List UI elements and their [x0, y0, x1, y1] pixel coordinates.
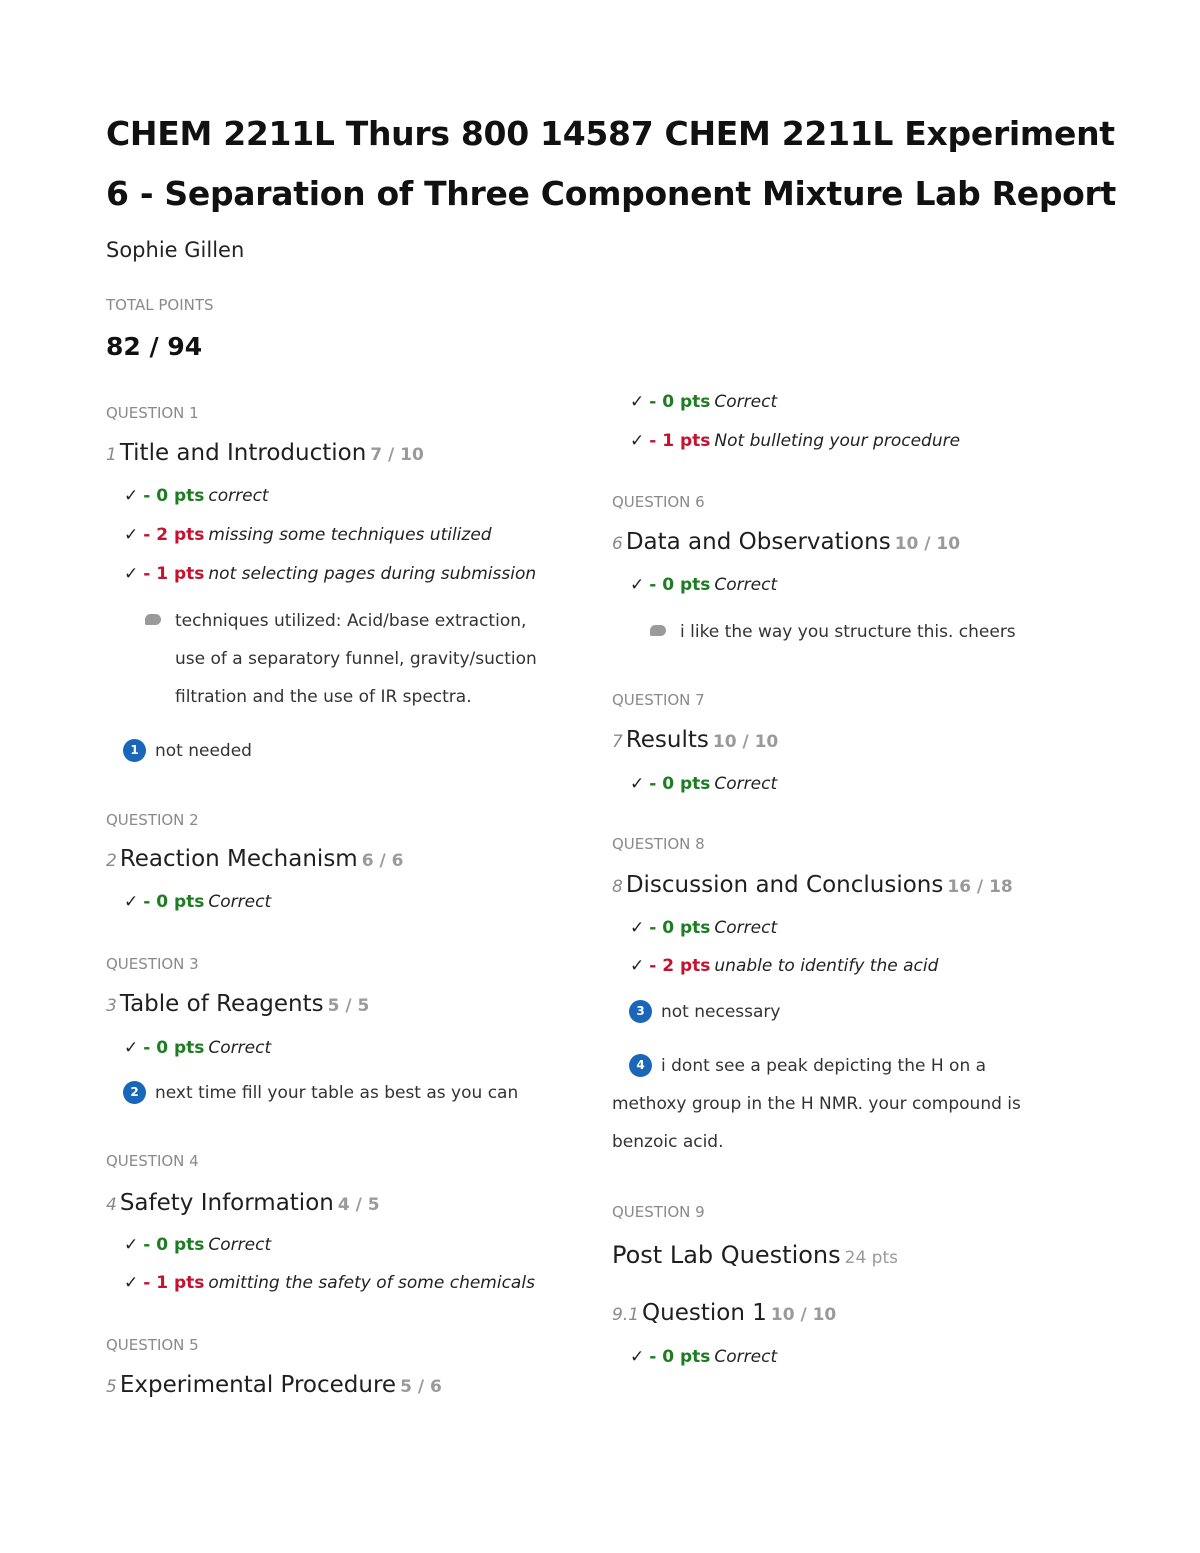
question-9-label: QUESTION 9: [612, 1203, 705, 1221]
annotation-badge-icon[interactable]: 4: [629, 1054, 652, 1077]
grader-comment: [175, 602, 537, 716]
question-4-label: QUESTION 4: [106, 1152, 199, 1170]
rubric-description: unable to identify the acid: [714, 956, 939, 976]
question-number: 2: [106, 851, 117, 871]
annotation-badge-icon[interactable]: 2: [123, 1081, 146, 1104]
rubric-item: [630, 956, 938, 976]
question-score: 10 / 10: [770, 1305, 837, 1325]
comment-bubble-icon: [650, 625, 666, 636]
check-icon: ✓: [630, 392, 645, 412]
question-2-title: [106, 846, 403, 872]
annotation-4: [612, 1047, 1102, 1161]
question-number: 3: [106, 996, 117, 1016]
annotation-text: i dont see a peak depicting the H on a: [661, 1056, 987, 1076]
question-score: 16 / 18: [947, 877, 1013, 897]
rubric-description: Correct: [714, 392, 778, 412]
question-number: 4: [106, 1195, 117, 1215]
rubric-item: [630, 575, 777, 595]
question-title-text: Discussion and Conclusions: [625, 872, 944, 898]
question-score: 6 / 6: [361, 851, 404, 871]
annotation-text: benzoic acid.: [612, 1132, 724, 1152]
check-icon: ✓: [630, 956, 645, 976]
question-title-text: Experimental Procedure: [119, 1372, 397, 1398]
rubric-points: - 1 pts: [143, 564, 205, 584]
rubric-item: [630, 918, 777, 938]
rubric-points: - 0 pts: [649, 1347, 711, 1367]
check-icon: ✓: [124, 486, 139, 506]
question-2-label: QUESTION 2: [106, 811, 199, 829]
rubric-description: Not bulleting your procedure: [714, 431, 961, 451]
question-5-label: QUESTION 5: [106, 1336, 199, 1354]
rubric-item: [124, 1235, 271, 1255]
annotation-1: [123, 732, 252, 770]
grader-comment: [680, 613, 1016, 651]
rubric-points: - 0 pts: [649, 918, 711, 938]
question-1-title: [106, 440, 424, 466]
question-9-title: [612, 1241, 898, 1269]
question-title-text: Reaction Mechanism: [119, 846, 358, 872]
question-7-title: [612, 727, 778, 753]
rubric-item: [124, 486, 269, 506]
question-3-label: QUESTION 3: [106, 955, 199, 973]
rubric-points: - 0 pts: [649, 774, 711, 794]
rubric-item: [124, 1273, 535, 1293]
question-title-text: Safety Information: [119, 1190, 334, 1216]
question-1-label: QUESTION 1: [106, 404, 199, 422]
comment-line: i like the way you structure this. cheers: [680, 622, 1016, 642]
rubric-description: Correct: [208, 1038, 272, 1058]
question-number: 8: [612, 877, 623, 897]
check-icon: ✓: [630, 431, 645, 451]
annotation-text: next time fill your table as best as you can: [155, 1083, 519, 1103]
rubric-description: Correct: [714, 918, 778, 938]
rubric-points: - 2 pts: [649, 956, 711, 976]
question-6-label: QUESTION 6: [612, 493, 705, 511]
rubric-item: [124, 1038, 271, 1058]
check-icon: ✓: [124, 525, 139, 545]
check-icon: ✓: [630, 1347, 645, 1367]
rubric-points: - 2 pts: [143, 525, 205, 545]
question-score: 4 / 5: [337, 1195, 380, 1215]
question-7-label: QUESTION 7: [612, 691, 705, 709]
question-6-title: [612, 529, 960, 555]
rubric-description: missing some techniques utilized: [208, 525, 492, 545]
question-4-title: [106, 1190, 380, 1216]
question-score: 5 / 5: [327, 996, 370, 1016]
annotation-3: [629, 993, 780, 1031]
rubric-item: [630, 1347, 777, 1367]
rubric-description: Correct: [208, 892, 272, 912]
rubric-item: [630, 392, 777, 412]
question-title-text: Title and Introduction: [119, 440, 367, 466]
rubric-points: - 1 pts: [143, 1273, 205, 1293]
rubric-description: correct: [208, 486, 269, 506]
annotation-badge-icon[interactable]: 3: [629, 1000, 652, 1023]
check-icon: ✓: [630, 575, 645, 595]
question-8-title: [612, 872, 1013, 898]
check-icon: ✓: [124, 1038, 139, 1058]
comment-line: filtration and the use of IR spectra.: [175, 687, 472, 707]
rubric-points: - 0 pts: [143, 486, 205, 506]
rubric-description: omitting the safety of some chemicals: [208, 1273, 535, 1293]
rubric-item: [124, 564, 536, 584]
annotation-text: methoxy group in the H NMR. your compound is: [612, 1094, 1021, 1114]
annotation-text: not needed: [155, 741, 252, 761]
check-icon: ✓: [124, 1235, 139, 1255]
question-8-label: QUESTION 8: [612, 835, 705, 853]
student-name: Sophie Gillen: [106, 238, 245, 262]
question-title-text: Post Lab Questions: [612, 1241, 841, 1269]
check-icon: ✓: [124, 892, 139, 912]
question-number: 9.1: [612, 1305, 640, 1325]
question-title-text: Results: [625, 727, 709, 753]
question-9-1-title: [612, 1300, 836, 1326]
rubric-points: - 0 pts: [143, 892, 205, 912]
total-points-value: 82 / 94: [106, 332, 203, 361]
rubric-item: [124, 525, 492, 545]
rubric-item: [124, 892, 271, 912]
question-score: 7 / 10: [370, 445, 424, 465]
rubric-description: Correct: [714, 575, 778, 595]
rubric-points: - 0 pts: [143, 1235, 205, 1255]
question-5-title: [106, 1372, 442, 1398]
rubric-points: - 0 pts: [143, 1038, 205, 1058]
question-score: 10 / 10: [894, 534, 961, 554]
rubric-points: - 0 pts: [649, 575, 711, 595]
question-score: 5 / 6: [400, 1377, 442, 1397]
annotation-2: [123, 1074, 518, 1112]
question-number: 7: [612, 732, 623, 752]
rubric-points: - 1 pts: [649, 431, 711, 451]
comment-line: techniques utilized: Acid/base extraction,: [175, 611, 527, 631]
question-title-text: Table of Reagents: [119, 991, 324, 1017]
annotation-text: not necessary: [661, 1002, 781, 1022]
question-number: 6: [612, 534, 623, 554]
question-3-title: [106, 991, 369, 1017]
rubric-points: - 0 pts: [649, 392, 711, 412]
annotation-badge-icon[interactable]: 1: [123, 739, 146, 762]
rubric-description: not selecting pages during submission: [208, 564, 537, 584]
comment-bubble-icon: [145, 614, 161, 625]
question-title-text: Data and Observations: [625, 529, 891, 555]
page-title: CHEM 2211L Thurs 800 14587 CHEM 2211L Experiment 6 - Separation of Three Component Mixture Lab Report: [106, 114, 1116, 213]
question-title-text: Question 1: [642, 1300, 767, 1326]
question-points: 24 pts: [844, 1248, 898, 1268]
rubric-description: Correct: [208, 1235, 272, 1255]
check-icon: ✓: [124, 564, 139, 584]
question-number: 5: [106, 1377, 117, 1397]
rubric-description: Correct: [714, 774, 778, 794]
check-icon: ✓: [124, 1273, 139, 1293]
question-score: 10 / 10: [712, 732, 779, 752]
comment-line: use of a separatory funnel, gravity/suction: [175, 649, 537, 669]
check-icon: ✓: [630, 918, 645, 938]
rubric-description: Correct: [714, 1347, 778, 1367]
total-points-label: TOTAL POINTS: [106, 296, 214, 314]
question-number: 1: [106, 445, 117, 465]
check-icon: ✓: [630, 774, 645, 794]
rubric-item: [630, 431, 960, 451]
rubric-item: [630, 774, 777, 794]
